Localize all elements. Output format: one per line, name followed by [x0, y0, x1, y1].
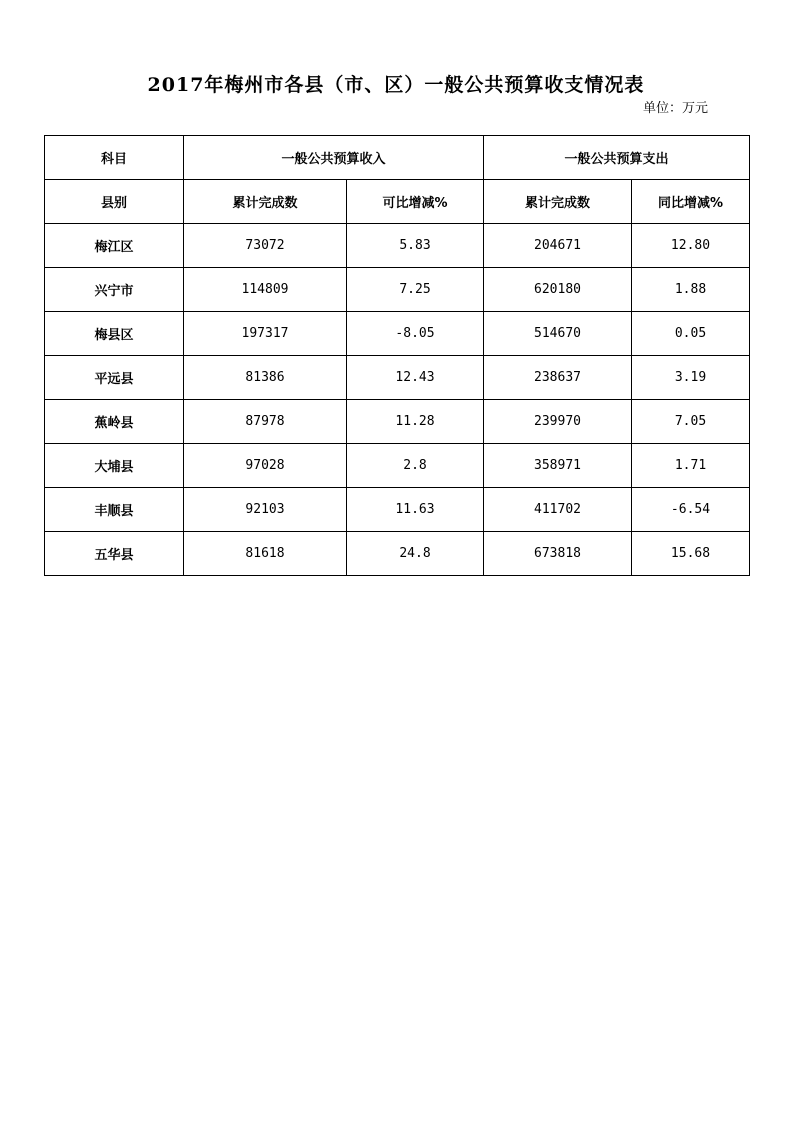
table-row [45, 312, 750, 356]
expenditure-change: 1.88 [632, 268, 750, 312]
revenue-total: 73072 [184, 224, 347, 268]
county-name: 平远县 [45, 356, 184, 400]
expenditure-total: 204671 [484, 224, 632, 268]
expenditure-change: 7.05 [632, 400, 750, 444]
expenditure-change: 12.80 [632, 224, 750, 268]
expenditure-total: 411702 [484, 488, 632, 532]
expenditure-total: 238637 [484, 356, 632, 400]
revenue-change: 11.63 [347, 488, 484, 532]
county-name: 梅县区 [45, 312, 184, 356]
header-revenue-change: 可比增减% [347, 180, 484, 224]
revenue-total: 92103 [184, 488, 347, 532]
table-row [45, 532, 750, 576]
revenue-total: 87978 [184, 400, 347, 444]
header-expenditure-change: 同比增减% [632, 180, 750, 224]
revenue-total: 81386 [184, 356, 347, 400]
expenditure-change: 3.19 [632, 356, 750, 400]
expenditure-change: -6.54 [632, 488, 750, 532]
unit-label: 单位：万元 [642, 101, 708, 116]
expenditure-change: 1.71 [632, 444, 750, 488]
expenditure-total: 673818 [484, 532, 632, 576]
revenue-total: 81618 [184, 532, 347, 576]
revenue-change: 5.83 [347, 224, 484, 268]
header-revenue-total: 累计完成数 [184, 180, 347, 224]
header-row-2 [45, 180, 750, 224]
county-name: 丰顺县 [45, 488, 184, 532]
revenue-change: 24.8 [347, 532, 484, 576]
expenditure-change: 15.68 [632, 532, 750, 576]
expenditure-total: 514670 [484, 312, 632, 356]
expenditure-total: 358971 [484, 444, 632, 488]
table-row [45, 488, 750, 532]
expenditure-change: 0.05 [632, 312, 750, 356]
revenue-change: 2.8 [347, 444, 484, 488]
header-row-1 [45, 136, 750, 180]
expenditure-total: 239970 [484, 400, 632, 444]
header-revenue: 一般公共预算收入 [184, 136, 484, 180]
county-name: 大埔县 [45, 444, 184, 488]
revenue-total: 97028 [184, 444, 347, 488]
revenue-change: -8.05 [347, 312, 484, 356]
county-name: 梅江区 [45, 224, 184, 268]
document-title: 2017年梅州市各县（市、区）一般公共预算收支情况表 [147, 74, 645, 96]
expenditure-total: 620180 [484, 268, 632, 312]
revenue-change: 12.43 [347, 356, 484, 400]
header-expenditure-total: 累计完成数 [484, 180, 632, 224]
header-subject: 科目 [45, 136, 184, 180]
revenue-change: 7.25 [347, 268, 484, 312]
header-county: 县别 [45, 180, 184, 224]
table-row [45, 268, 750, 312]
revenue-total: 197317 [184, 312, 347, 356]
county-name: 蕉岭县 [45, 400, 184, 444]
revenue-change: 11.28 [347, 400, 484, 444]
budget-table [44, 135, 750, 576]
county-name: 五华县 [45, 532, 184, 576]
table-row [45, 444, 750, 488]
table-row [45, 400, 750, 444]
table-row [45, 356, 750, 400]
revenue-total: 114809 [184, 268, 347, 312]
county-name: 兴宁市 [45, 268, 184, 312]
table-row [45, 224, 750, 268]
header-expenditure: 一般公共预算支出 [484, 136, 750, 180]
